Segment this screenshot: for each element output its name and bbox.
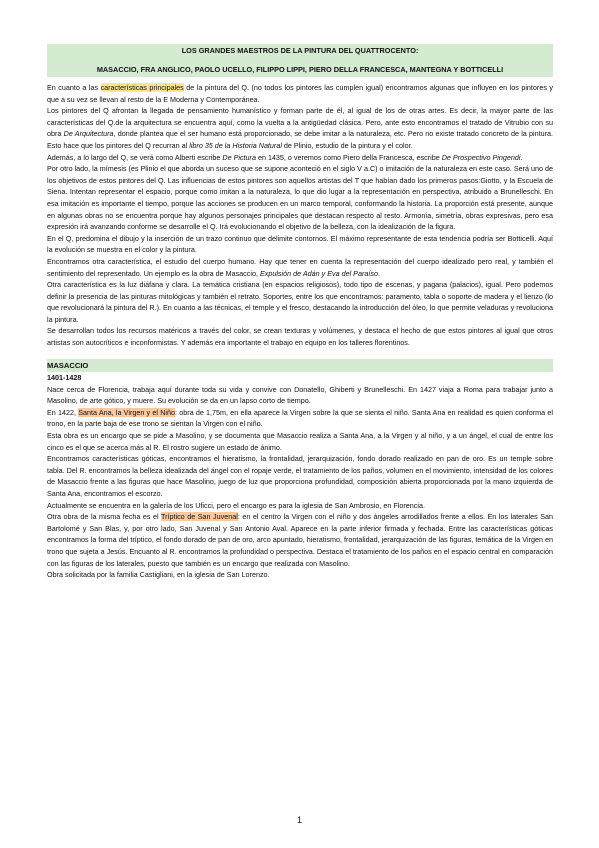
masaccio-paragraph-7: Obra solicitada por la familia Castigliani, en la iglesia de San Lorenzo.	[47, 570, 270, 580]
intro-paragraph-5: En el Q, predomina el dibujo y la inserción de un trazo continuo que delimite contornos. El máximo representante de esta tendencia podría ser Botticelli. Aquí la evolución se muestra en el color y la pintura.	[47, 233, 553, 255]
page-number: 1	[296, 815, 302, 825]
masaccio-dates: 1401-1428	[47, 372, 82, 382]
highlight-triptico: Tríptico de San Juvenal	[160, 512, 238, 522]
intro-paragraph-4: Por otro lado, la mímesis (es Plinio el que aborda un suceso que se supone aconteció en el siglo V a.C) o imitación de la naturaleza en este caso. Será uno de los objetivos de estos pintores del Q. Las influencias de estos pintores son aquellos artistas del T que habían dado los primeros pasos:Giotto, y la Escuela de Siena. Intentan representar el espacio, porque como imitan a la naturaleza, lo que dio lugar a la representación en perspectiva, atribuido a Brunelleschi. En esa imitación es importante el tiempo, porque las acciones se producen en un marco temporal, conformando la historia. La proporción está presente, aunque en algunas obras no se encuentra porque hay algunos personajes principales que destacan respecto al resto. Armonía, simetría, obras expresivas, pero esa expresión irá avanzando conforme se desarrolle el Q. Irá evolucionando el objetivo de la belleza, con la idealización de la figura.	[47, 164, 553, 232]
masaccio-paragraph-5: Actualmente se encuentra en la galería de los Uficci, pero el encargo es para la iglesia de San Ambrosio, en Florencia.	[47, 500, 425, 510]
highlight-santa-ana: Santa Ana, la Virgen y el Niño	[78, 407, 175, 417]
title-banner	[47, 44, 553, 77]
highlight-caracteristicas: características principales	[100, 83, 184, 92]
intro-paragraph-6: Encontramos otra característica, el estudio del cuerpo humano. Hay que tener en cuenta la representación del cuerpo idealizado pero real, y también el sentimiento del representado. Un ejemplo es la obra de Masaccio, Expulsión de Adán y Eva del Paraíso.	[47, 256, 553, 278]
masaccio-paragraph-2: En 1422, Santa Ana, la Virgen y el Niño: obra de 1,75m, en ella aparece la Virgen sobre la que se sienta el niño. Santa Ana en realidad es quien conforma el trono, en la parte baja de ese trono se sientan la Virgen con el niño.	[47, 407, 553, 429]
masaccio-paragraph-1: Nace cerca de Florencia, trabaja aquí durante toda su vida y convive con Donatello, Ghiberti y Brunelleschi. En 1427 viaja a Roma para trabajar junto a Masolino, de arte gótico, y muere. Su evolución se da en un lapso corto de tiempo.	[47, 384, 553, 406]
intro-paragraph-3: Además, a lo largo del Q, se verá como Alberti escribe De Pictura en 1435, o veremos como Piero della Francesca, escribe De Prospectivo Pingendi.	[47, 152, 523, 162]
masaccio-paragraph-4: Encontramos características góticas, encontramos el hieratismo, la frontalidad, jerarquización, fondo dorado realizado en pan de oro. Es un temple sobre tabla. Del R. encontramos la belleza idealizada del ángel con el ropaje verde, el tratamiento de los paños, volumen en el movimiento, intensidad de los colores de Masaccio frente a las figuras que hace Masolino, juego de luz que proporciona profundidad, composición abierta proporcionada por la mano izquierda de Santa Ana, encontramos el escorzo.	[47, 454, 553, 498]
banner-title-line-1: LOS GRANDES MAESTROS DE LA PINTURA DEL QUATTROCENTO:	[181, 46, 419, 55]
masaccio-paragraph-6: Otra obra de la misma fecha es el Tríptico de San Juvenal: en el centro la Virgen con el niño y dos ángeles arrodillados frente a ellos. En los laterales San Bartolomé y San Blas, y, por otro lado, San Juvenal y San Antonio Aval. Aparece en la parte inferior firmada y fechada. Entre las características góticas encontramos la forma del tríptico, el fondo dorado de pan de oro, arco apuntado, hieratismo, frontalidad, jerarquización de las figuras, temática de la Virgen en trono que sujeta a Jesús. Encuanto al R. encontramos la profundidad o perspectiva. Destaca el tratamiento de los paños en el espacio central en comparación con las figuras de los laterales, puesto que también es un encargo que realizada con Masolino.	[47, 512, 553, 568]
masaccio-paragraph-3: Esta obra es un encargo que se pide a Masolino, y se documenta que Masaccio realiza a Santa Ana, a la Virgen y al niño, y a un ángel, el cual de entre los cinco es el que se acerca más al R. El rostro sugiere un estado de ánimo.	[47, 431, 553, 452]
intro-paragraph-7: Otra característica es la luz diáfana y clara. La temática cristiana (en espacios religiosos), todo tipo de escenas, y pagana (palacios), igual. Pero podemos definir la presencia de las pinturas mitológicas y también el retrato. Soportes, entre los que encontramos: paramento, tabla o soporte de madera y el lienzo (lo que revolucionará la pintura del R.). En cuanto a las técnicas, el temple y el fresco, destacando la introducción del óleo, lo que permite veladuras y revoluciona la pintura.	[47, 280, 553, 324]
intro-paragraph-8: Se desarrollan todos los recursos matéricos a través del color, se crean texturas y volúmenes, y destaca el hecho de que estos pintores al igual que otros artistas son autocríticos e inconformistas. Y además era importante el trabajo en equipo en los talleres florentinos.	[47, 326, 553, 348]
document-page	[47, 44, 553, 581]
intro-paragraph-2: Los pintores del Q afrontan la llegada de pensamiento humanístico y forman parte de él, al igual de los de otras artes. Es decir, la mayor parte de las características del Q.de la arquitectura se encuentra aquí, como la vuelta a la antigüedad clásica. Pero, ante esto encontramos el tratado de Vitrubio con su obra De Arquitectura, donde plantea que el ser humano está proporcionado, se debe imitar a la naturaleza, etc. Pero no existe tratado concreto de la pintura. Esto hace que los pintores del Q recurran al libro 35 de la Historia Natural de Plinio, estudio de la pintura y el color.	[47, 106, 554, 150]
banner-title-line-2: MASACCIO, FRA ANGLICO, PAOLO UCELLO, FILIPPO LIPPI, PIERO DELLA FRANCESCA, MANTEGNA Y BOTTICELLI	[96, 65, 504, 74]
intro-paragraph-1: En cuanto a las características principales de la pintura del Q. (no todos los pintores las cumplen igual) encontramos algunas que influyen en los pintores y que a su vez se llevan al resto de la E Moderna y Contemporánea.	[47, 83, 554, 104]
section-heading-masaccio: MASACCIO	[47, 359, 553, 372]
